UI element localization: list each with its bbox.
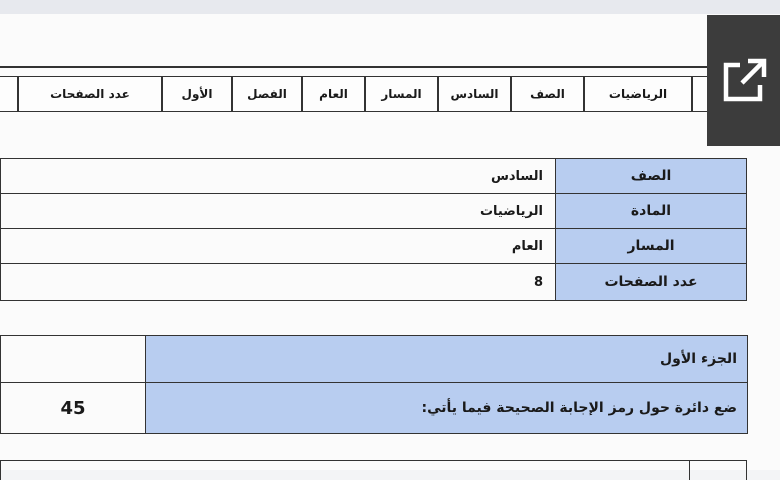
part-one-instruction: ضع دائرة حول رمز الإجابة الصحيحة فيما يأتي:: [145, 382, 748, 434]
page-top-rule: [0, 66, 710, 68]
info-label-subject: المادة: [555, 193, 747, 229]
expand-image-button[interactable]: [707, 15, 780, 146]
header-cell-grade-label: الصف: [511, 76, 584, 112]
expand-icon: [718, 55, 770, 107]
header-cell-track-value: العام: [302, 76, 365, 112]
part-one-score: 45: [0, 382, 146, 434]
part-one-blank-cell: [0, 335, 146, 383]
header-cell-pages-label: عدد الصفحات: [18, 76, 162, 112]
info-label-grade: الصف: [555, 158, 747, 194]
part-one-title: الجزء الأول: [145, 335, 748, 383]
info-value-track: العام: [0, 228, 556, 264]
info-value-grade: السادس: [0, 158, 556, 194]
header-cell-clipped: [0, 76, 18, 112]
header-cell-term-label: الفصل: [232, 76, 302, 112]
viewer-top-bar: [0, 0, 780, 15]
info-value-pages: 8: [0, 263, 556, 301]
header-cell-track-label: المسار: [365, 76, 438, 112]
info-label-pages: عدد الصفحات: [555, 263, 747, 301]
header-cell-grade-value: السادس: [438, 76, 511, 112]
next-row-partial: [0, 460, 690, 480]
info-value-subject: الرياضيات: [0, 193, 556, 229]
info-label-track: المسار: [555, 228, 747, 264]
header-cell-subject-value: الرياضيات: [584, 76, 692, 112]
next-row-partial-right: [689, 460, 747, 480]
header-cell-term-value: الأول: [162, 76, 232, 112]
